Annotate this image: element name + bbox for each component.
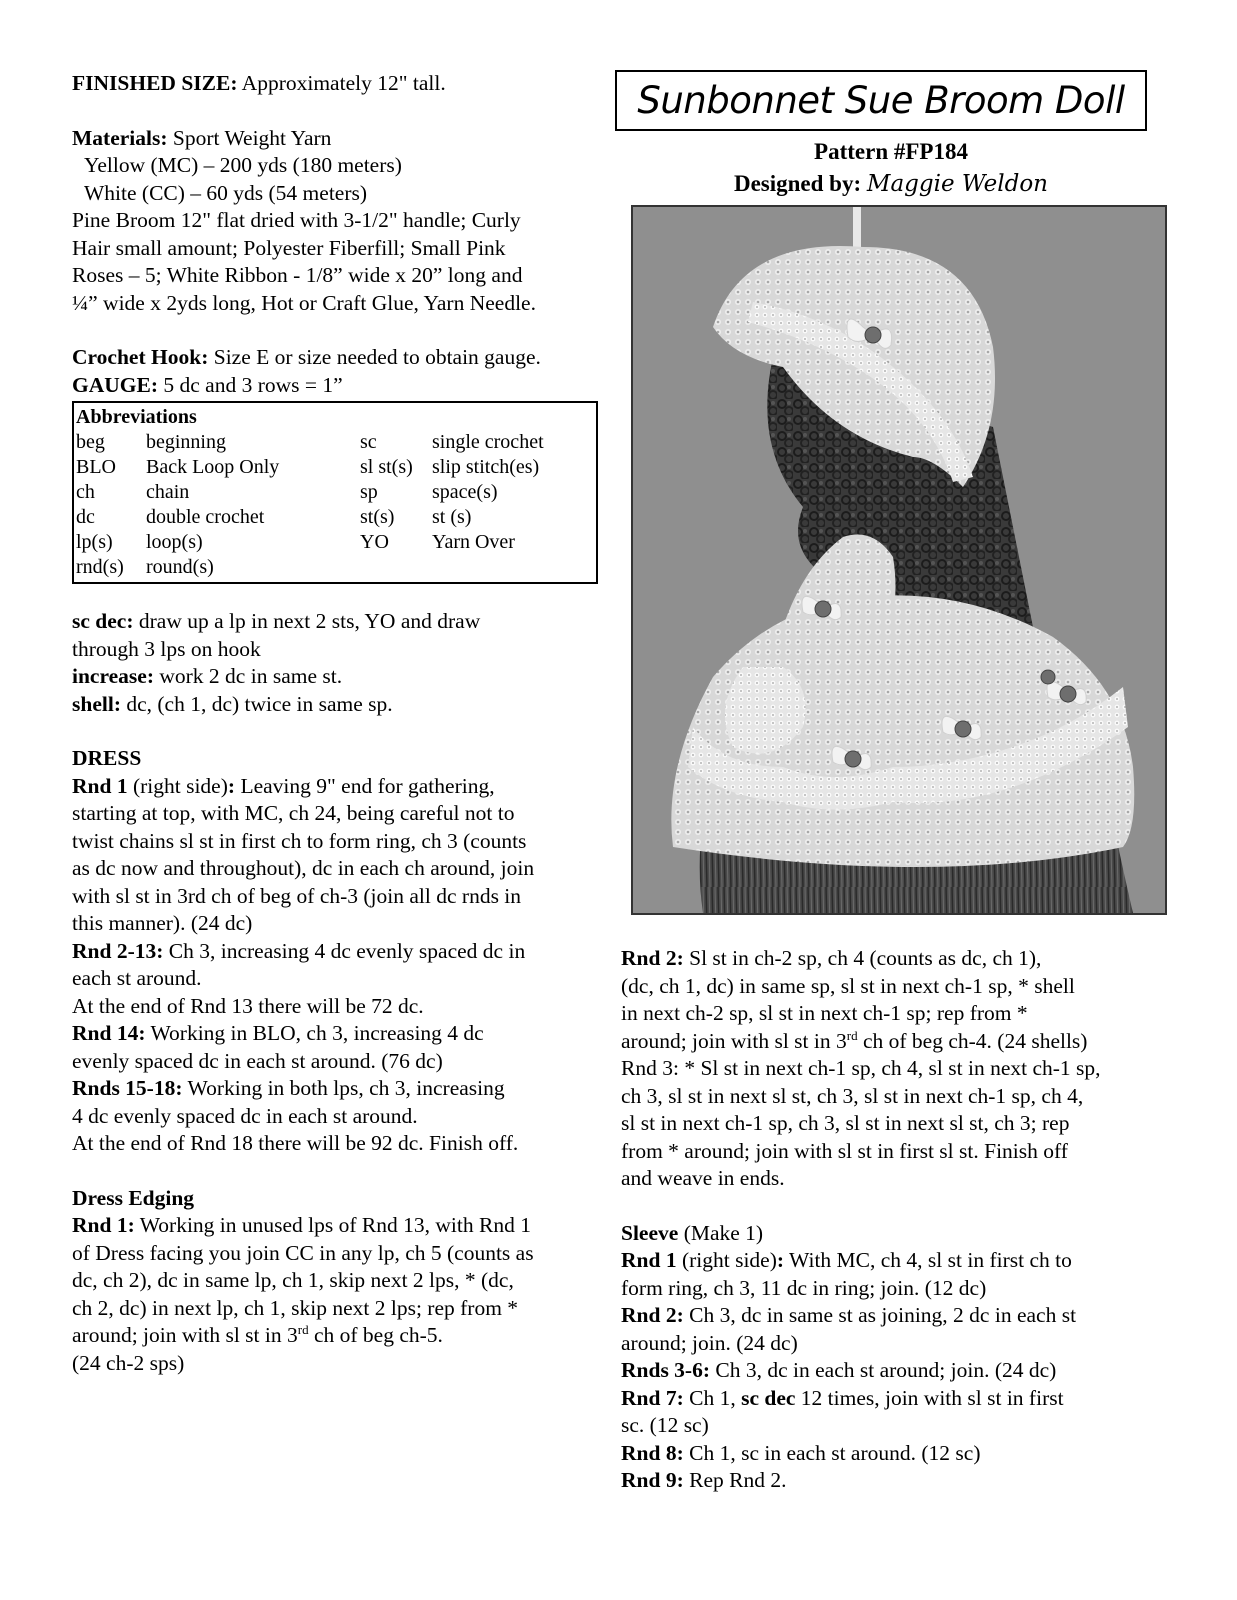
materials-line: Roses – 5; White Ribbon - 1/8” wide x 20” long and bbox=[72, 263, 523, 287]
doll-photo-illustration bbox=[633, 207, 1165, 913]
doll-photo bbox=[631, 205, 1167, 915]
rnd2-instructions: Rnd 2: Sl st in ch-2 sp, ch 4 (counts as dc, ch 1), bbox=[621, 946, 1042, 970]
sleeve-rnd7-cont: sc. (12 sc) bbox=[621, 1413, 709, 1437]
dress-rnd2-13: Rnd 2-13: Ch 3, increasing 4 dc evenly spaced dc in bbox=[72, 938, 526, 963]
abbreviations-title: Abbreviations bbox=[76, 406, 197, 428]
dress-heading: DRESS bbox=[72, 746, 142, 770]
pattern-title: Sunbonnet Sue Broom Doll bbox=[637, 78, 1125, 122]
dress-edging-line: dc, ch 2), dc in same lp, ch 1, skip next 2 lps, * (dc, bbox=[72, 1268, 514, 1292]
dress-edging-line: (24 ch-2 sps) bbox=[72, 1350, 185, 1375]
sleeve-rnd1-cont: form ring, ch 3, 11 dc in ring; join. (12 dc) bbox=[621, 1275, 987, 1300]
dress-rnd18-note: At the end of Rnd 18 there will be 92 dc. Finish off. bbox=[72, 1131, 519, 1155]
abbreviation-row: lp(s) loop(s) YO Yarn Over bbox=[76, 531, 515, 553]
dress-edging-heading: Dress Edging bbox=[72, 1185, 195, 1210]
dress-rnd1-line: with sl st in 3rd ch of beg of ch-3 (join all dc rnds in bbox=[72, 883, 522, 908]
dress-rnd1-line: starting at top, with MC, ch 24, being careful not to bbox=[72, 801, 515, 825]
yarn-mc: Yellow (MC) – 200 yds (180 meters) bbox=[84, 153, 402, 177]
sleeve-rnd8: Rnd 8: Ch 1, sc in each st around. (12 sc) bbox=[621, 1440, 981, 1465]
rnd3-line: sl st in next ch-1 sp, ch 3, sl st in next sl st, ch 3; rep bbox=[621, 1111, 1070, 1135]
rnd2-line: in next ch-2 sp, sl st in next ch-1 sp; rep from * bbox=[621, 1001, 1028, 1025]
dress-rnds15-18-cont: 4 dc evenly spaced dc in each st around. bbox=[72, 1103, 418, 1128]
rnd2-line: (dc, ch 1, dc) in same sp, sl st in next ch-1 sp, * shell bbox=[621, 973, 1075, 998]
sleeve-rnd9: Rnd 9: Rep Rnd 2. bbox=[621, 1468, 787, 1492]
dress-rnd14-cont: evenly spaced dc in each st around. (76 dc) bbox=[72, 1048, 443, 1073]
sleeve-rnd1: Rnd 1 (right side): With MC, ch 4, sl st in first ch to bbox=[621, 1248, 1072, 1272]
rnd2-line: around; join with sl st in 3rd ch of beg ch-4. (24 shells) bbox=[621, 1027, 1088, 1053]
finished-size: FINISHED SIZE: Approximately 12" tall. bbox=[72, 71, 446, 95]
sleeve-rnd2-cont: around; join. (24 dc) bbox=[621, 1330, 798, 1355]
rnd3-line: Rnd 3: * Sl st in next ch-1 sp, ch 4, sl st in next ch-1 sp, bbox=[621, 1056, 1101, 1080]
dress-edging-line: ch 2, dc) in next lp, ch 1, skip next 2 lps; rep from * bbox=[72, 1295, 519, 1320]
abbreviation-row: rnd(s) round(s) bbox=[76, 556, 214, 578]
materials-heading: Materials: Sport Weight Yarn bbox=[72, 125, 332, 150]
crochet-hook: Crochet Hook: Size E or size needed to obtain gauge. bbox=[72, 345, 541, 369]
abbreviation-row: ch chain sp space(s) bbox=[76, 481, 498, 503]
increase-definition: increase: work 2 dc in same st. bbox=[72, 664, 343, 688]
dress-rnd1-line: twist chains sl st in first ch to form ring, ch 3 (counts bbox=[72, 828, 527, 853]
materials-line: Pine Broom 12" flat dried with 3-1/2" handle; Curly bbox=[72, 208, 521, 232]
shell-definition: shell: dc, (ch 1, dc) twice in same sp. bbox=[72, 691, 393, 716]
dress-rnd1-line: this manner). (24 dc) bbox=[72, 911, 253, 935]
sleeve-heading: Sleeve (Make 1) bbox=[621, 1220, 764, 1245]
left-column bbox=[72, 70, 602, 1377]
abbreviations-table bbox=[72, 401, 598, 584]
dress-rnds15-18: Rnds 15-18: Working in both lps, ch 3, increasing bbox=[72, 1076, 505, 1100]
sc-dec-definition: sc dec: draw up a lp in next 2 sts, YO and draw bbox=[72, 609, 481, 633]
gauge: GAUGE: 5 dc and 3 rows = 1” bbox=[72, 372, 343, 397]
sleeve-rnd7: Rnd 7: Ch 1, sc dec 12 times, join with sl st in first bbox=[621, 1385, 1064, 1410]
abbreviation-row: BLO Back Loop Only sl st(s) slip stitch(es) bbox=[76, 456, 540, 478]
sleeve-rnd2: Rnd 2: Ch 3, dc in same st as joining, 2 dc in each st bbox=[621, 1303, 1077, 1327]
rnd3-line: ch 3, sl st in next sl st, ch 3, sl st in next ch-1 sp, ch 4, bbox=[621, 1083, 1084, 1108]
materials-line: Hair small amount; Polyester Fiberfill; Small Pink bbox=[72, 235, 506, 260]
designer-line: Designed by: Maggie Weldon bbox=[733, 171, 1048, 197]
dress-rnd1-line: as dc now and throughout), dc in each ch around, join bbox=[72, 856, 535, 880]
right-column bbox=[621, 70, 1161, 1495]
abbreviation-row: dc double crochet st(s) st (s) bbox=[76, 506, 472, 528]
dress-edging-rnd1: Rnd 1: Working in unused lps of Rnd 13, with Rnd 1 bbox=[72, 1213, 531, 1237]
dress-rnd14: Rnd 14: Working in BLO, ch 3, increasing 4 dc bbox=[72, 1021, 484, 1045]
dress-rnd1: Rnd 1 (right side): Leaving 9" end for gathering, bbox=[72, 773, 495, 798]
pattern-number: Pattern #FP184 bbox=[814, 139, 968, 164]
dress-rnd13-note: At the end of Rnd 13 there will be 72 dc. bbox=[72, 993, 424, 1018]
designer-signature: Maggie Weldon bbox=[866, 171, 1048, 197]
sleeve-rnds3-6: Rnds 3-6: Ch 3, dc in each st around; join. (24 dc) bbox=[621, 1358, 1057, 1382]
dress-rnd2-13-cont: each st around. bbox=[72, 966, 202, 990]
abbreviation-row: beg beginning sc single crochet bbox=[76, 431, 544, 453]
materials-line: ¼” wide x 2yds long, Hot or Craft Glue, Yarn Needle. bbox=[72, 290, 536, 315]
dress-edging-line: around; join with sl st in 3rd ch of beg ch-5. bbox=[72, 1321, 443, 1347]
yarn-cc: White (CC) – 60 yds (54 meters) bbox=[84, 180, 368, 205]
dress-edging-line: of Dress facing you join CC in any lp, ch 5 (counts as bbox=[72, 1240, 534, 1265]
sc-dec-definition-cont: through 3 lps on hook bbox=[72, 636, 261, 661]
rnd3-line: and weave in ends. bbox=[621, 1166, 785, 1190]
rnd3-line: from * around; join with sl st in first sl st. Finish off bbox=[621, 1138, 1068, 1163]
pattern-title-box bbox=[615, 70, 1147, 131]
